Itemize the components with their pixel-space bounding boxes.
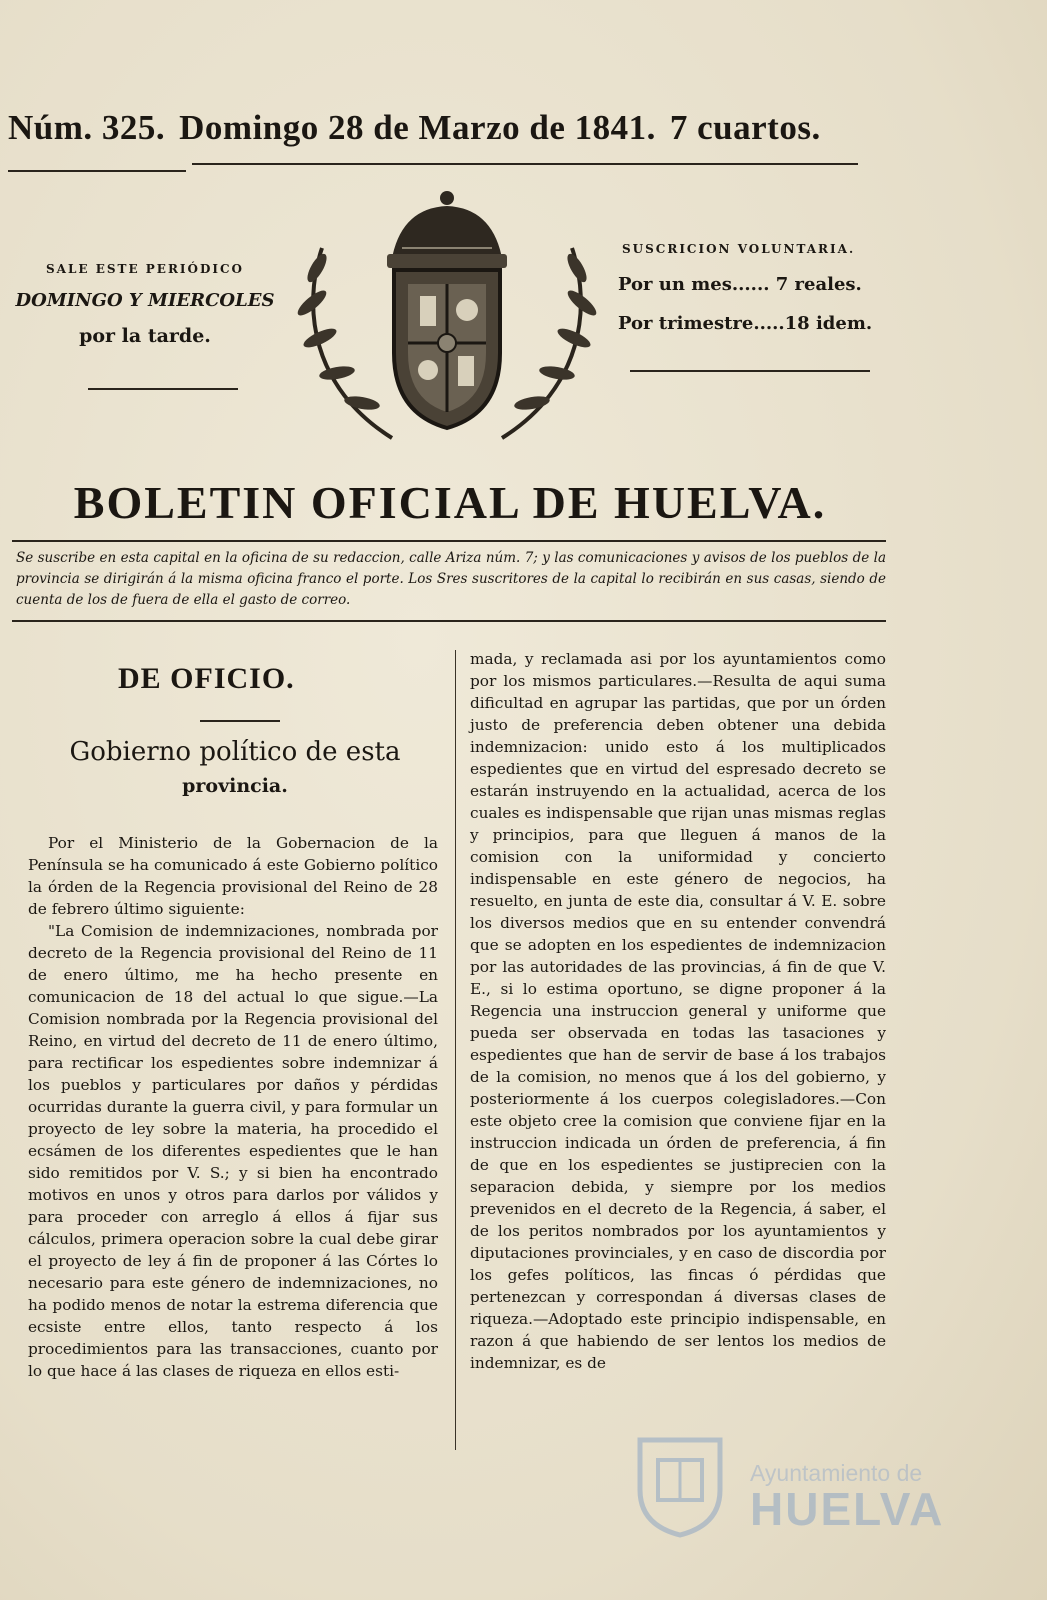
watermark-main: HUELVA bbox=[750, 1483, 945, 1535]
left-paragraph-2: "La Comision de indemnizaciones, nombrada por decreto de la Regencia provisional del Reino de 11 de enero último, me ha hecho presente en comunicacion de 18 del actual lo que sigue.—La Comision nombrada por la Regencia provisional del Reino, en virtud del decreto de 11 de enero último, para rectificar los espedientes sobre indemnizar á los pueblos y particulares por daños y pérdidas ocurridas durante la guerra civil, y para formular un proyecto de ley sobre la materia, ha procedido el ecsámen de los diferentes espedientes que le han sido remitidos por V. S.; y si bien ha encontrado motivos en unos y otros para darlos por válidos y para proceder con arreglo á ellos á fijar sus cálculos, primera operacion sobre la cual debe girar el proyecto de ley á fin de proponer á las Córtes lo necesario para este género de indemnizaciones, no ha podido menos de notar la estrema diferencia que ecsiste entre ellos, tanto respecto á los procedimientos para las transacciones, cuanto por lo que hace á las clases de riqueza en ellos esti- bbox=[28, 922, 438, 1380]
government-heading bbox=[30, 735, 440, 803]
masthead bbox=[8, 108, 878, 158]
price-quarterly: Por trimestre.....18 idem. bbox=[618, 313, 873, 334]
issue-price: 7 cuartos. bbox=[669, 108, 821, 147]
price-monthly: Por un mes...... 7 reales. bbox=[618, 274, 862, 295]
masthead-rule-right bbox=[192, 163, 858, 165]
column-divider bbox=[455, 650, 456, 1450]
section-rule bbox=[200, 720, 280, 722]
left-paragraph-1: Por el Ministerio de la Gobernacion de la Península se ha comunicado á este Gobierno político la órden de la Regencia provisional del Reino de 28 de febrero último siguiente: bbox=[28, 834, 438, 918]
issue-number: Núm. 325. bbox=[8, 108, 166, 147]
watermark-top: Ayuntamiento de bbox=[750, 1460, 923, 1486]
left-info-rule bbox=[88, 388, 238, 390]
watermark bbox=[630, 1430, 960, 1540]
publication-schedule bbox=[10, 262, 280, 347]
schedule-time: por la tarde. bbox=[79, 325, 211, 347]
left-column bbox=[28, 832, 438, 1382]
issue-date: Domingo 28 de Marzo de 1841. bbox=[179, 108, 656, 147]
section-heading: DE OFICIO. bbox=[118, 662, 295, 695]
right-info-rule bbox=[630, 370, 870, 372]
note-rule bbox=[12, 620, 886, 622]
government-heading-line1: Gobierno político de esta bbox=[69, 737, 401, 767]
subscription-note: Se suscribe en esta capital en la oficina de su redaccion, calle Ariza núm. 7; y las comunicaciones y avisos de los pueblos de la provincia se dirigirán á la misma oficina franco el porte. Los Sres suscritores de la capital lo recibirán en sus casas, siendo de cuenta de los de fuera de ella el gasto de correo. bbox=[16, 550, 886, 608]
subscription-label: SUSCRICION VOLUNTARIA. bbox=[622, 242, 856, 256]
right-paragraph-1: mada, y reclamada asi por los ayuntamientos como por los mismos particulares.—Resulta de aqui suma dificultad en agrupar las partidas, que por un órden justo de preferencia deben obtener una debida indemnizacion: unido esto á los multiplicados espedientes que en virtud del espresado decreto se estarán instruyendo en la actualidad, acerca de los cuales es indispensable que rijan unas mismas reglas y principios, para que lleguen á manos de la comision con la uniformidad y concierto indispensable en este género de negocios, ha resuelto, en junta de este dia, consultar á V. E. sobre los diversos medios que en su entender convendrá que se adopten en los espedientes de indemnizacion por las autoridades de las provincias, á fin de que V. E., si lo estima oportuno, se digne proponer á la Regencia una instruccion general y uniforme que pueda ser observada en todas las tasaciones y espedientes que han de servir de base á los trabajos de la comision, no menos que á los del gobierno, y posteriormente á los cuerpos colegisladores.—Con este objeto cree la comision que conviene fijar en la instruccion indicada un órden de preferencia, á fin de que en los espedientes se justiprecien con la separacion debida, y siempre por los medios prevenidos en el decreto de la Regencia, á saber, el de los peritos nombrados por los ayuntamientos y diputaciones provinciales, y en caso de discordia por los gefes políticos, las fincas ó pérdidas que pertenezcan y correspondan á diversas clases de riqueza.—Adoptado este principio indispensable, en razon á que habiendo de ser lentos los medios de indemnizar, es de bbox=[470, 650, 886, 1372]
masthead-rule bbox=[8, 170, 186, 172]
newspaper-title: BOLETIN OFICIAL DE HUELVA. bbox=[73, 477, 827, 528]
right-column bbox=[470, 648, 886, 1374]
schedule-label: SALE ESTE PERIÓDICO bbox=[45, 262, 245, 276]
subscription-prices bbox=[618, 242, 888, 334]
title-rule bbox=[12, 540, 886, 542]
government-heading-line2: provincia. bbox=[182, 775, 288, 797]
royal-coat-of-arms-icon bbox=[282, 188, 612, 458]
schedule-days: DOMINGO Y MIERCOLES bbox=[15, 290, 275, 311]
city-shield-icon bbox=[630, 1430, 730, 1540]
